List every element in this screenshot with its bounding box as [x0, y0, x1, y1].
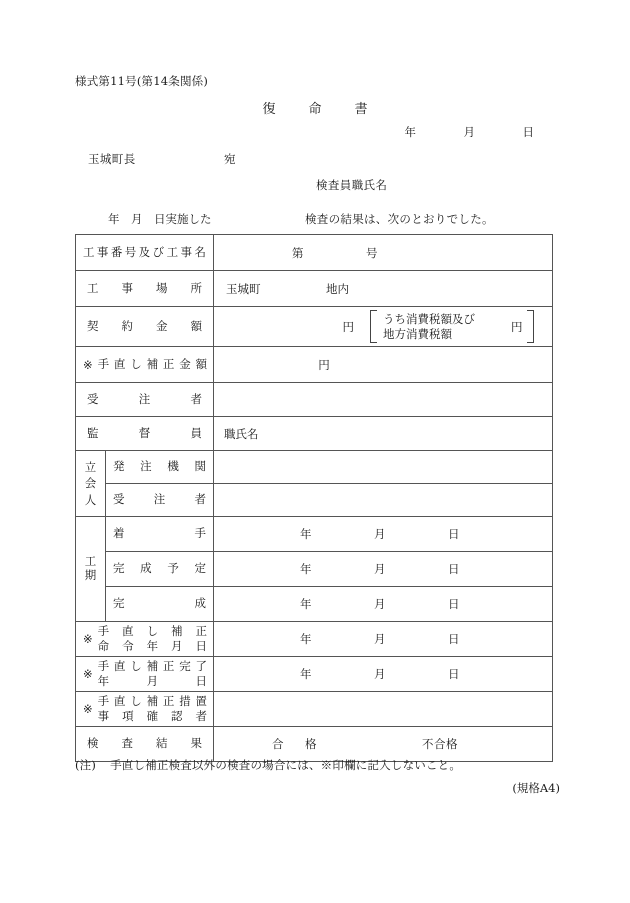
addressee-suffix: 宛	[224, 152, 236, 166]
tax-note-line-2: 地方消費税額	[383, 326, 452, 341]
month-unit: 月	[374, 527, 386, 541]
day-unit: 日	[448, 597, 460, 611]
month-unit: 月	[374, 667, 386, 681]
row-label-contract-amount: 契約金額	[76, 307, 214, 347]
row-label-witness-contractor: 受注者	[106, 484, 214, 517]
row-value-contractor[interactable]	[214, 383, 553, 417]
document-title: 復命書	[262, 102, 401, 117]
bracket-left-icon	[370, 310, 377, 344]
value-part-gou: 号	[366, 245, 378, 260]
result-option-fail[interactable]: 不合格	[422, 737, 458, 751]
month-unit: 月	[374, 562, 386, 576]
row-label-period-planned-completion: 完成予定	[106, 552, 214, 587]
row-label-work-number-name: 工事番号及び工事名	[76, 235, 214, 271]
inspector-name-label: 検査員職氏名	[316, 178, 388, 192]
row-value-witness-ordering-agency[interactable]	[214, 451, 553, 484]
footnote-text: 手直し補正検査以外の検査の場合には、※印欄に記入しないこと。	[110, 758, 462, 772]
label-line-2: 年 月 日	[97, 674, 207, 688]
asterisk-mark-icon: ※	[83, 357, 93, 372]
row-label-correction-confirmer	[76, 692, 214, 727]
row-label-work-site: 工事場所	[76, 271, 214, 307]
tax-note-bracket	[370, 310, 534, 344]
value-part-area: 地内	[326, 281, 349, 296]
witness-char-1: 立	[84, 460, 97, 474]
value-part-town: 玉城町	[226, 281, 261, 296]
label-line-1: 手直し補正措置	[97, 694, 207, 709]
row-value-contract-amount[interactable]	[214, 307, 553, 347]
witness-char-2: 会	[84, 476, 97, 491]
table-row	[76, 484, 553, 517]
execution-result-line: 検査の結果は、次のとおりでした。	[305, 212, 494, 226]
execution-date-line: 年 月 日実施した	[108, 212, 212, 226]
row-value-correction-order-date[interactable]	[214, 622, 553, 657]
table-row	[76, 383, 553, 417]
row-label-supervisor: 監督員	[76, 417, 214, 451]
tax-note-line-1: うち消費税額及び	[383, 311, 475, 326]
table-row	[76, 622, 553, 657]
table-row	[76, 235, 553, 271]
row-value-work-site[interactable]	[214, 271, 553, 307]
addressee: 玉城町長	[88, 152, 136, 166]
day-unit: 日	[448, 562, 460, 576]
table-row	[76, 517, 553, 552]
paper-spec: (規格A4)	[512, 781, 560, 795]
table-row	[76, 271, 553, 307]
asterisk-mark-icon: ※	[83, 702, 93, 716]
row-label-contractor: 受注者	[76, 383, 214, 417]
label-line-1: 手直し補正完了	[97, 659, 207, 674]
day-unit: 日	[448, 667, 460, 681]
row-value-supervisor[interactable]: 職氏名	[214, 417, 553, 451]
month-unit: 月	[374, 632, 386, 646]
result-option-pass[interactable]: 合 格	[272, 737, 322, 751]
table-row	[76, 417, 553, 451]
table-row	[76, 307, 553, 347]
table-row	[76, 587, 553, 622]
asterisk-mark-icon: ※	[83, 632, 93, 646]
year-unit: 年	[300, 527, 312, 541]
bracket-right-icon	[527, 310, 534, 344]
year-unit: 年	[300, 597, 312, 611]
table-row	[76, 657, 553, 692]
group-label-period	[76, 517, 106, 622]
label-line-2: 命令年月日	[97, 639, 207, 653]
year-unit: 年	[300, 667, 312, 681]
value-part-dai: 第	[292, 245, 304, 260]
row-label-correction-order-date	[76, 622, 214, 657]
issue-date-line: 年 月 日	[404, 125, 552, 139]
table-row	[76, 451, 553, 484]
row-label-correction-amount: ※ 手直し補正金額	[76, 347, 214, 383]
year-unit: 年	[300, 632, 312, 646]
row-label-period-completion: 完成	[106, 587, 214, 622]
label-line-2: 事項確認者	[97, 709, 207, 723]
row-value-period-planned-completion[interactable]	[214, 552, 553, 587]
row-value-correction-completion-date[interactable]	[214, 657, 553, 692]
table-row	[76, 347, 553, 383]
row-label-period-start: 着手	[106, 517, 214, 552]
row-label-witness-ordering-agency: 発注機関	[106, 451, 214, 484]
row-value-period-completion[interactable]	[214, 587, 553, 622]
tax-amount-yen-unit: 円	[511, 319, 523, 334]
row-value-correction-amount[interactable]: 円	[214, 347, 553, 383]
asterisk-mark-icon: ※	[83, 667, 93, 681]
row-value-work-number-name[interactable]	[214, 235, 553, 271]
period-char-1: 工	[84, 554, 97, 569]
footnote-tag: (注)	[75, 758, 97, 772]
period-char-2: 期	[84, 568, 97, 582]
day-unit: 日	[448, 527, 460, 541]
row-value-witness-contractor[interactable]	[214, 484, 553, 517]
group-label-witness	[76, 451, 106, 517]
table-row	[76, 692, 553, 727]
label-line-1: 手直し補正	[97, 624, 207, 639]
row-label-correction-completion-date	[76, 657, 214, 692]
day-unit: 日	[448, 632, 460, 646]
contract-amount-yen-unit: 円	[342, 319, 354, 334]
month-unit: 月	[374, 597, 386, 611]
witness-char-3: 人	[84, 492, 97, 507]
row-label-inspection-result: 検査結果	[76, 727, 214, 762]
inspection-report-table	[75, 234, 553, 762]
year-unit: 年	[300, 562, 312, 576]
form-number: 様式第11号(第14条関係)	[75, 74, 209, 88]
footnote	[75, 757, 461, 773]
row-value-period-start[interactable]	[214, 517, 553, 552]
table-row	[76, 552, 553, 587]
row-value-correction-confirmer[interactable]	[214, 692, 553, 727]
